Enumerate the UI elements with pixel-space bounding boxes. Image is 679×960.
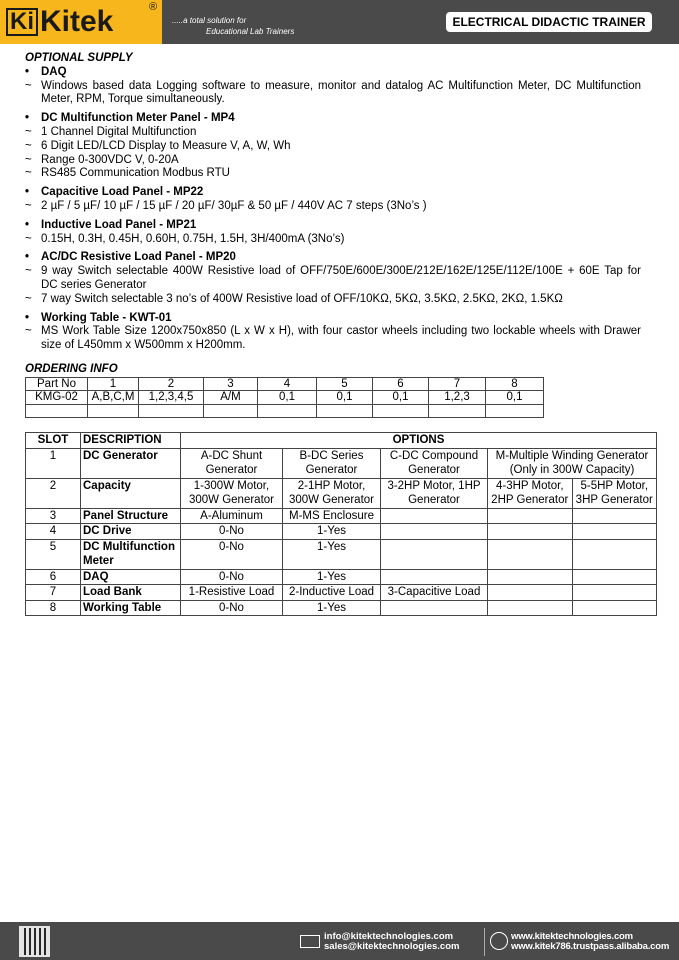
option-cell: 1-Yes (283, 524, 381, 540)
section-heading: OPTIONAL SUPPLY (25, 52, 133, 64)
option-cell: B-DC Series Generator (283, 448, 381, 478)
tilde-icon: ~ (25, 167, 32, 180)
description-cell: DC Generator (81, 448, 181, 478)
ordering-header-cell: 4 (258, 377, 317, 391)
header-description: DESCRIPTION (81, 433, 181, 449)
ordering-empty-cell (204, 404, 258, 418)
table-row (26, 508, 657, 524)
option-cell: M-MS Enclosure (283, 508, 381, 524)
page-content (25, 52, 653, 616)
bullet-heading (25, 66, 641, 80)
option-cell: M-Multiple Winding Generator (Only in 300W Capacity) (488, 448, 657, 478)
bullet-heading (25, 112, 641, 126)
option-cell: 1-Resistive Load (181, 585, 283, 601)
description-cell: Capacity (81, 478, 181, 508)
option-cell: 3-Capacitive Load (381, 585, 488, 601)
ordering-table (25, 377, 544, 419)
item-text: 9 way Switch selectable 400W Resistive load of OFF/750E/600E/300E/212E/162E/125E/112E/100E + 60E Tap for DC series Generator (41, 265, 641, 291)
ordering-empty-cell (26, 404, 88, 418)
option-cell (381, 508, 488, 524)
item-text: Range 0-300VDC V, 0-20A (41, 153, 179, 166)
slot-cell: 6 (26, 569, 81, 585)
ordering-value-cell: A,B,C,M (88, 391, 139, 405)
bullet-icon: • (25, 251, 30, 264)
list-item (25, 200, 641, 214)
list-item (25, 126, 641, 140)
website-link[interactable]: www.kitek786.trustpass.alibaba.com (511, 941, 670, 952)
option-cell: A-Aluminum (181, 508, 283, 524)
footer (0, 922, 679, 960)
bullet-icon: • (25, 112, 30, 125)
option-cell: 0-No (181, 539, 283, 569)
tilde-icon: ~ (25, 265, 32, 278)
option-cell (488, 524, 573, 540)
list-item (25, 140, 641, 154)
option-cell (488, 585, 573, 601)
ordering-header-cell: 1 (88, 377, 139, 391)
item-text: 7 way Switch selectable 3 no’s of 400W Resistive load of OFF/10KΩ, 5KΩ, 3.5KΩ, 2.5KΩ, 2KΩ, 1.5KΩ (41, 292, 563, 305)
option-cell (488, 508, 573, 524)
option-cell (572, 524, 657, 540)
registered-mark: ® (149, 1, 158, 13)
header-options: OPTIONS (181, 433, 657, 449)
option-cell (381, 569, 488, 585)
tilde-icon: ~ (25, 325, 32, 338)
email-link[interactable]: sales@kitektechnologies.com (324, 941, 460, 952)
header-slot: SLOT (26, 433, 81, 449)
ordering-empty-cell (139, 404, 204, 418)
option-cell: 0-No (181, 524, 283, 540)
item-text: 0.15H, 0.3H, 0.45H, 0.60H, 0.75H, 1.5H, 3H/400mA (3No’s) (41, 232, 345, 245)
list-item (25, 293, 641, 307)
option-cell (572, 508, 657, 524)
ordering-empty-cell (429, 404, 486, 418)
option-cell (572, 585, 657, 601)
option-cell: 1-Yes (283, 569, 381, 585)
option-cell (488, 600, 573, 616)
ordering-value-cell: 0,1 (258, 391, 317, 405)
optional-supply-section (25, 52, 641, 353)
description-cell: Working Table (81, 600, 181, 616)
option-cell (572, 600, 657, 616)
list-item (25, 154, 641, 168)
item-text: 2 µF / 5 µF/ 10 µF / 15 µF / 20 µF/ 30µF & 50 µF / 440V AC 7 steps (3No’s ) (41, 199, 427, 212)
slot-cell: 1 (26, 448, 81, 478)
tilde-icon: ~ (25, 199, 32, 212)
description-cell: DAQ (81, 569, 181, 585)
group-title: Capacitive Load Panel - MP22 (41, 186, 204, 199)
ordering-header-cell: Part No (26, 377, 88, 391)
logo-mark: Ki (6, 8, 38, 36)
list-item (25, 233, 641, 247)
email-link[interactable]: info@kitektechnologies.com (324, 931, 454, 942)
document-title: ELECTRICAL DIDACTIC TRAINER (446, 12, 652, 32)
option-cell (572, 539, 657, 569)
slot-cell: 5 (26, 539, 81, 569)
bullet-icon: • (25, 218, 30, 231)
ordering-header-cell: 8 (486, 377, 544, 391)
item-text: Windows based data Logging software to measure, monitor and datalog AC Multifunction Meter, DC Multifunction Meter, RPM, Torque simultaneously. (41, 79, 641, 106)
kitek-logo (0, 0, 162, 44)
tilde-icon: ~ (25, 232, 32, 245)
option-cell: 1-Yes (283, 600, 381, 616)
table-row (26, 600, 657, 616)
description-cell: DC Drive (81, 524, 181, 540)
group-title: DAQ (41, 65, 67, 78)
ordering-value-cell: 0,1 (373, 391, 429, 405)
description-cell: Load Bank (81, 585, 181, 601)
description-cell: Panel Structure (81, 508, 181, 524)
tagline-1: .....a total solution for (172, 16, 247, 25)
ordering-value-cell: A/M (204, 391, 258, 405)
slot-cell: 7 (26, 585, 81, 601)
option-cell (488, 569, 573, 585)
group-title: AC/DC Resistive Load Panel - MP20 (41, 251, 236, 264)
ordering-value-cell: 1,2,3,4,5 (139, 391, 204, 405)
ordering-header-cell: 2 (139, 377, 204, 391)
ordering-header-cell: 3 (204, 377, 258, 391)
table-row (26, 377, 544, 391)
slot-cell: 2 (26, 478, 81, 508)
description-cell: DC Multifunction Meter (81, 539, 181, 569)
tilde-icon: ~ (25, 125, 32, 138)
list-item (25, 80, 641, 108)
bullet-icon: • (25, 311, 30, 324)
ordering-empty-cell (373, 404, 429, 418)
table-row (26, 569, 657, 585)
ordering-value-cell: KMG-02 (26, 391, 88, 405)
ordering-empty-cell (486, 404, 544, 418)
options-table (25, 432, 657, 616)
logo-name: Kitek (40, 5, 114, 38)
table-row (26, 478, 657, 508)
option-cell (381, 539, 488, 569)
divider (484, 928, 485, 956)
table-header-row (26, 433, 657, 449)
ordering-header-cell: 7 (429, 377, 486, 391)
table-row (26, 404, 544, 418)
option-cell: 2-Inductive Load (283, 585, 381, 601)
group-title: Working Table - KWT-01 (41, 311, 172, 324)
tilde-icon: ~ (25, 153, 32, 166)
ordering-empty-cell (88, 404, 139, 418)
option-cell: 1-Yes (283, 539, 381, 569)
table-row (26, 524, 657, 540)
table-row (26, 391, 544, 405)
tilde-icon: ~ (25, 79, 32, 92)
item-text: 1 Channel Digital Multifunction (41, 125, 197, 138)
website-link[interactable]: www.kitektechnologies.com (511, 931, 633, 942)
option-cell (381, 524, 488, 540)
option-cell: A-DC Shunt Generator (181, 448, 283, 478)
bullet-heading (25, 186, 641, 200)
ordering-header-cell: 5 (317, 377, 373, 391)
bullet-heading (25, 312, 641, 326)
option-cell (488, 539, 573, 569)
ordering-header-cell: 6 (373, 377, 429, 391)
bullet-heading (25, 251, 641, 265)
qr-code-icon (19, 926, 50, 957)
group-title: Inductive Load Panel - MP21 (41, 218, 197, 231)
item-text: MS Work Table Size 1200x750x850 (L x W x H), with four castor wheels including two lockable wheels with Drawer size of L450mm x W500mm x H200mm. (41, 325, 641, 352)
table-row (26, 585, 657, 601)
slot-cell: 3 (26, 508, 81, 524)
ordering-empty-cell (317, 404, 373, 418)
option-cell (381, 600, 488, 616)
item-text: RS485 Communication Modbus RTU (41, 167, 230, 180)
tilde-icon: ~ (25, 139, 32, 152)
table-row (26, 448, 657, 478)
tagline (172, 15, 294, 37)
list-item (25, 265, 641, 293)
ordering-value-cell: 0,1 (486, 391, 544, 405)
slot-cell: 8 (26, 600, 81, 616)
ordering-value-cell: 0,1 (317, 391, 373, 405)
option-cell (572, 569, 657, 585)
option-cell: 3-2HP Motor, 1HP Generator (381, 478, 488, 508)
option-cell: 4-3HP Motor, 2HP Generator (488, 478, 573, 508)
tilde-icon: ~ (25, 292, 32, 305)
globe-icon (490, 932, 508, 950)
group-title: DC Multifunction Meter Panel - MP4 (41, 112, 235, 125)
option-cell: 2-1HP Motor, 300W Generator (283, 478, 381, 508)
tagline-2: Educational Lab Trainers (206, 27, 295, 36)
ordering-heading: ORDERING INFO (25, 362, 118, 375)
option-cell: 5-5HP Motor, 3HP Generator (572, 478, 657, 508)
ordering-empty-cell (258, 404, 317, 418)
item-text: 6 Digit LED/LCD Display to Measure V, A, W, Wh (41, 139, 291, 152)
bullet-icon: • (25, 186, 30, 199)
option-cell: 0-No (181, 569, 283, 585)
slot-cell: 4 (26, 524, 81, 540)
list-item (25, 325, 641, 353)
option-cell: C-DC Compound Generator (381, 448, 488, 478)
mail-icon (300, 935, 320, 948)
bullet-heading (25, 219, 641, 233)
table-row (26, 539, 657, 569)
ordering-value-cell: 1,2,3 (429, 391, 486, 405)
list-item (25, 167, 641, 181)
option-cell: 1-300W Motor, 300W Generator (181, 478, 283, 508)
option-cell: 0-No (181, 600, 283, 616)
header (0, 0, 679, 44)
bullet-icon: • (25, 65, 30, 78)
